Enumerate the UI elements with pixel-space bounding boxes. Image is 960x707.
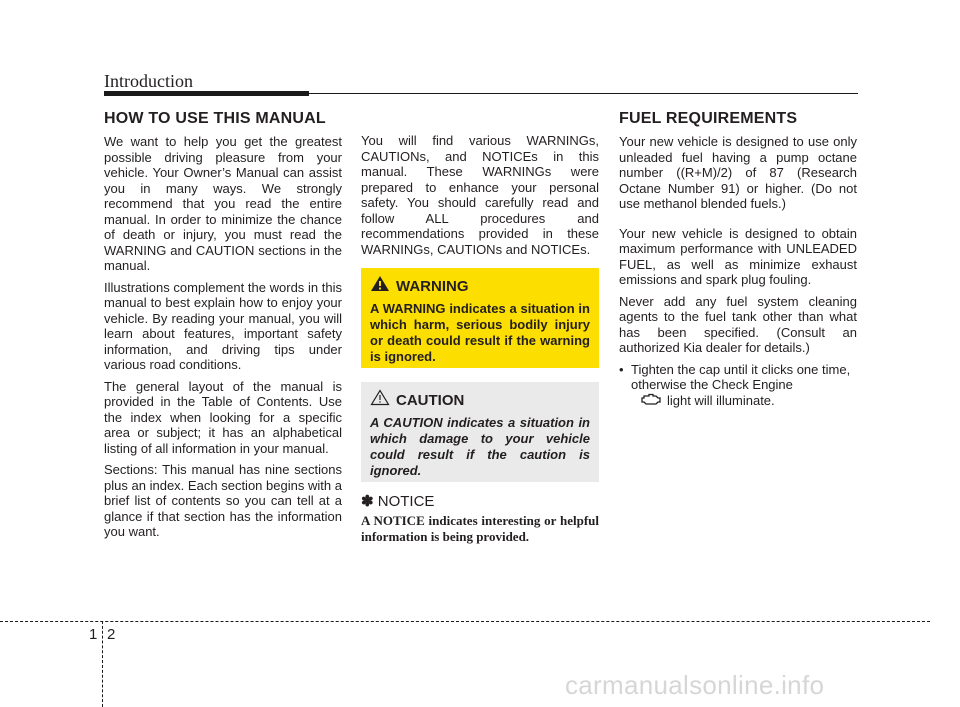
caution-box: [361, 382, 599, 482]
warning-title: WARNING: [396, 277, 469, 295]
how-to-use-paragraph-2: Illustrations complement the words in this manual to best explain how to enjoy your vehicle. By reading your manual, you will learn about features, important safety information, and driving tips under various road conditions.: [104, 279, 342, 372]
caution-header: [370, 389, 590, 411]
notice-star-icon: ✽: [361, 493, 374, 510]
header-rule-thick: [104, 91, 309, 96]
how-to-use-section: [104, 110, 342, 546]
header-rule-thin: [309, 93, 858, 94]
warnings-intro: [361, 133, 599, 263]
fuel-bullet: [619, 362, 857, 393]
notice-title: NOTICE: [377, 493, 435, 510]
caution-text: A CAUTION indicates a situation in which damage to your vehicle could result if the caution is ignored.: [370, 415, 590, 478]
fuel-requirements-section: [619, 110, 857, 410]
chapter-number: 1: [89, 626, 98, 643]
bullet-dot: •: [619, 361, 624, 377]
how-to-use-heading: HOW TO USE THIS MANUAL: [104, 110, 326, 127]
footer-rule: [0, 621, 930, 622]
fuel-paragraph-1: Your new vehicle is designed to use only unleaded fuel having a pump octane number ((R+M)/2) of 87 (Research Octane Number 91) or higher. (Do not use methanol blended fuels.): [619, 134, 857, 211]
fuel-bullet-text: Tighten the cap until it clicks one time, otherwise the Check Engine: [631, 361, 851, 392]
watermark: carmanualsonline.info: [565, 670, 825, 700]
how-to-use-paragraph-3: The general layout of the manual is provided in the Table of Contents. Use the index when looking for a specific area or subject; it has an alphabetical listing of all information in your manual.: [104, 378, 342, 456]
fuel-paragraph-3: Never add any fuel system cleaning agents to the fuel tank other than what has been specified. (Consult an authorized Kia dealer for details.): [619, 293, 857, 355]
warnings-intro-paragraph: You will find various WARNINGs, CAUTIONs, and NOTICEs in this manual. These WARNINGs were prepared to enhance your personal safety. You should carefully read and follow ALL procedures and recommendations provided in these WARNINGs, CAUTIONs and NOTICEs.: [361, 133, 599, 257]
caution-triangle-icon: [370, 389, 390, 411]
fuel-heading: FUEL REQUIREMENTS: [619, 110, 798, 127]
page-number: 2: [107, 626, 116, 643]
warning-header: [370, 275, 590, 297]
fuel-bullet-line-2: [619, 393, 857, 410]
check-engine-icon: [641, 393, 661, 410]
notice-title-row: [361, 492, 599, 510]
fuel-paragraph-2: Your new vehicle is designed to obtain maximum performance with UNLEADED FUEL, as well as minimize exhaust emissions and spark plug fouling.: [619, 225, 857, 287]
notice-section: [361, 492, 599, 545]
warning-text: A WARNING indicates a situation in which harm, serious bodily injury or death could result if the warning is ignored.: [370, 301, 590, 364]
how-to-use-paragraph-1: We want to help you get the greatest possible driving pleasure from your vehicle. Your Owner’s Manual can assist you in many ways. We strongly recommend that you read the entire manual. In order to minimize the chance of death or injury, you must read the WARNING and CAUTION sections in the manual.: [104, 134, 342, 273]
fuel-bullet-text-2: light will illuminate.: [667, 393, 775, 408]
footer-vertical-rule: [102, 621, 103, 707]
header-title: Introduction: [104, 71, 193, 91]
caution-title: CAUTION: [396, 391, 465, 409]
how-to-use-paragraph-4: Sections: This manual has nine sections plus an index. Each section begins with a brief list of contents so you can tell at a glance if that section has the information you want.: [104, 462, 342, 539]
warning-triangle-icon: [370, 275, 390, 297]
notice-text: A NOTICE indicates interesting or helpful information is being provided.: [361, 513, 599, 544]
warning-box: [361, 268, 599, 368]
